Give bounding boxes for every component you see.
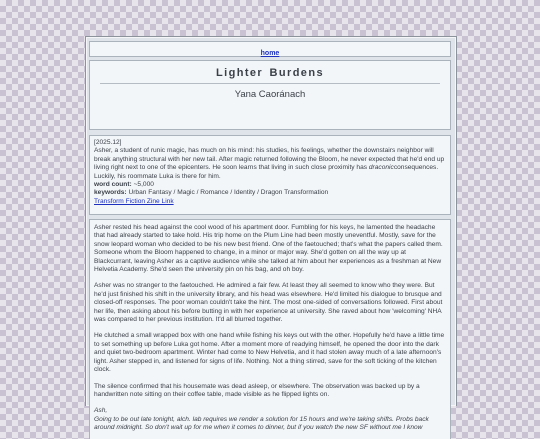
summary-blurb <box>94 147 446 181</box>
home-link[interactable]: home <box>260 50 280 57</box>
title-box <box>89 60 451 130</box>
story-paragraph-3: He clutched a small wrapped box with one hand while fishing his keys out with the other. Hopefully he'd have a little time to set something up before Luka got home. After a moment more of readying himself, he opened the door into the dark and quiet two-bedroom apartment. Winter had come to New Helvetia, and it had stolen away much of a late afternoon's light. Asher stepped in, and listened for signs of life. Nothing. Not a thing stirred, save for the soft ticking of the kitchen clock. <box>94 332 445 374</box>
story-body <box>89 219 451 439</box>
summary-box <box>89 135 451 215</box>
zine-link[interactable]: Transform Fiction Zine Link <box>94 197 174 205</box>
note-body: Going to be out late tonight, alch. lab requires we render a solution for 15 hours and we're taking shifts. Probs back around midnight. So don't wait up for me when it comes to dinner, but if you watch the new SF without me I know <box>94 415 429 432</box>
story-paragraph-2: Asher was no stranger to the faetouched. He admired a fair few. At least they all seemed to know who they were. But he'd just finished his shift in the university library, and his head was elsewhere. He'd limited his dialogue to brusque and closed-off responses. The poor woman couldn't take the hint. The most one-sided of conversations followed. First about her life, then asking about his before butting in with her experience at university. She raved about how 'welcoming' NHA was compared to her previous institution. It'd all blurred together. <box>94 282 443 324</box>
word-count-value: ~5,000 <box>131 181 154 189</box>
keywords <box>94 189 446 197</box>
story-title: Lighter Burdens <box>216 67 324 79</box>
word-count-label: word count: <box>94 181 132 189</box>
blurb-text: Asher, a student of runic magic, has much on his mind: his studies, his feelings, whether the downstairs neighbor will break anything structural with her new tail. After magic returned following the Bloom, he never expected that he'd end up living right next to one of the epicenters. He soon learns that living in such close proximity has <box>94 147 445 172</box>
story-paragraph-1: Asher rested his head against the cool wood of his apartment door. Fumbling for his keys, he lamented the headache that had already started to take hold. His trip home on the Plum Line had been mostly uneventful. Mostly, save for the snow leopard woman who decided to be his new best friend. One of the faetouched; that's what the papers called them. Someone whom the Bloom happened to change, in a minor or major way. She'd gotten on all the way up at Blackcurrant, leaving Asher as a captive audience while she talked at him about her experiences as a freshman at New Helvetia Academy. She'd seen the university pin on his bag, and oh boy. <box>94 224 443 274</box>
blurb-italic-text: draconic <box>368 164 394 172</box>
publication-date: [2025.12] <box>94 139 122 146</box>
keywords-value: Urban Fantasy / Magic / Romance / Identity / Dragon Transformation <box>126 189 329 197</box>
word-count <box>94 181 446 189</box>
document-page <box>85 36 457 432</box>
note-greeting: Ash, <box>94 407 108 415</box>
title-divider <box>100 83 440 84</box>
nav-bar <box>89 41 451 57</box>
blurb-text-end: consequences. Luckily, his roommate Luka is there for him. <box>94 164 439 180</box>
story-paragraph-4: The silence confirmed that his housemate was dead asleep, or elsewhere. The observation was backed up by a handwritten note sitting on their coffee table, made visible as he flipped lights on. <box>94 382 420 398</box>
keywords-label: keywords: <box>94 189 127 197</box>
author-name: Yana Caoránach <box>234 89 306 100</box>
